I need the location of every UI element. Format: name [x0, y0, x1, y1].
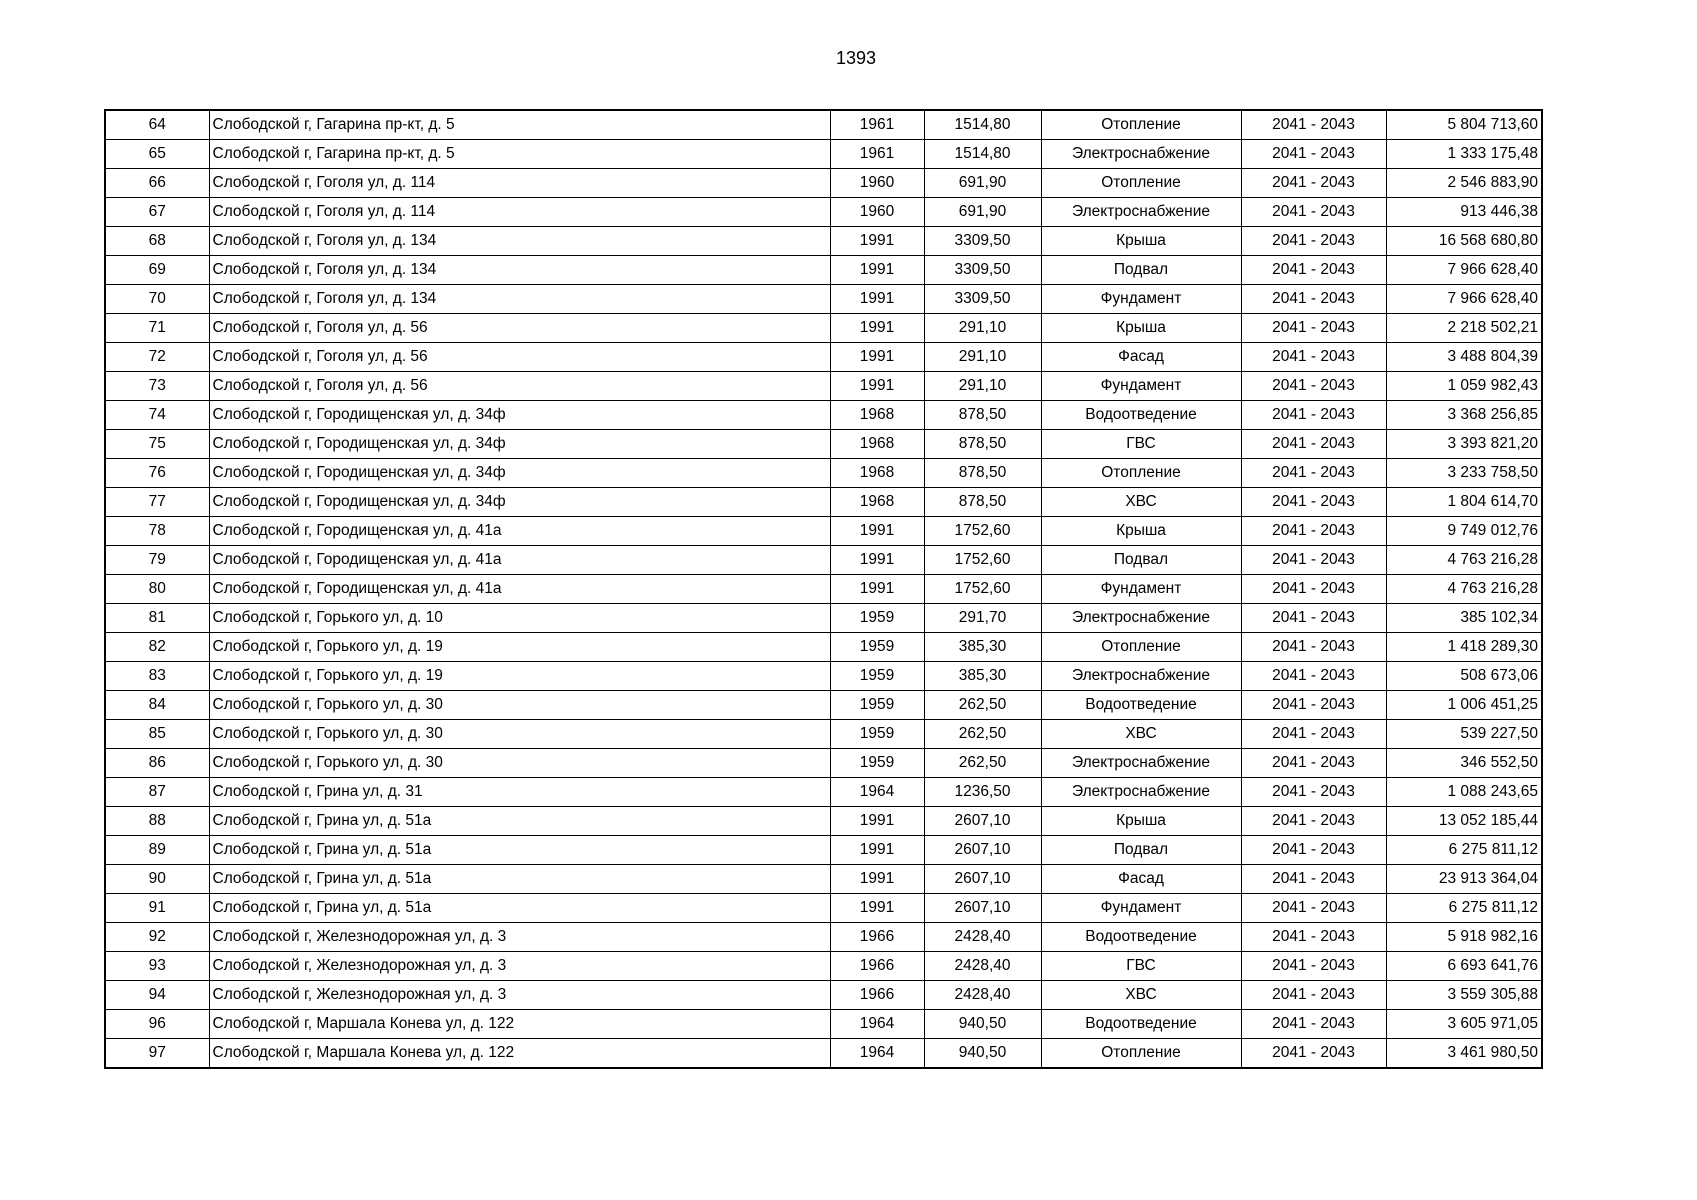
row-number-cell: 81 [105, 604, 209, 633]
area-cell: 691,90 [924, 198, 1041, 227]
table-row [105, 691, 1542, 720]
period-cell: 2041 - 2043 [1241, 169, 1386, 198]
period-cell: 2041 - 2043 [1241, 749, 1386, 778]
table-row [105, 198, 1542, 227]
row-number-cell: 77 [105, 488, 209, 517]
address-cell: Слободской г, Горького ул, д. 10 [209, 604, 830, 633]
row-number-cell: 84 [105, 691, 209, 720]
work-type-cell: ГВС [1041, 430, 1241, 459]
row-number-cell: 97 [105, 1039, 209, 1069]
table-row [105, 836, 1542, 865]
table-row [105, 633, 1542, 662]
work-type-cell: Фундамент [1041, 372, 1241, 401]
build-year-cell: 1991 [830, 256, 924, 285]
row-number-cell: 74 [105, 401, 209, 430]
work-type-cell: Крыша [1041, 227, 1241, 256]
address-cell: Слободской г, Грина ул, д. 51а [209, 865, 830, 894]
period-cell: 2041 - 2043 [1241, 517, 1386, 546]
row-number-cell: 96 [105, 1010, 209, 1039]
build-year-cell: 1991 [830, 865, 924, 894]
address-cell: Слободской г, Городищенская ул, д. 41а [209, 517, 830, 546]
work-type-cell: Электроснабжение [1041, 778, 1241, 807]
work-type-cell: ХВС [1041, 720, 1241, 749]
table-row [105, 807, 1542, 836]
cost-cell: 1 059 982,43 [1386, 372, 1542, 401]
address-cell: Слободской г, Горького ул, д. 30 [209, 720, 830, 749]
area-cell: 291,10 [924, 343, 1041, 372]
work-type-cell: Электроснабжение [1041, 749, 1241, 778]
table-row [105, 749, 1542, 778]
cost-cell: 3 393 821,20 [1386, 430, 1542, 459]
address-cell: Слободской г, Гоголя ул, д. 134 [209, 227, 830, 256]
table-row [105, 1039, 1542, 1069]
build-year-cell: 1959 [830, 720, 924, 749]
address-cell: Слободской г, Грина ул, д. 31 [209, 778, 830, 807]
area-cell: 3309,50 [924, 227, 1041, 256]
table-row [105, 314, 1542, 343]
cost-cell: 4 763 216,28 [1386, 575, 1542, 604]
table-row [105, 981, 1542, 1010]
work-type-cell: Электроснабжение [1041, 140, 1241, 169]
area-cell: 2607,10 [924, 865, 1041, 894]
cost-cell: 3 368 256,85 [1386, 401, 1542, 430]
cost-cell: 23 913 364,04 [1386, 865, 1542, 894]
cost-cell: 6 693 641,76 [1386, 952, 1542, 981]
area-cell: 1514,80 [924, 110, 1041, 140]
repair-schedule-table [104, 109, 1543, 1069]
area-cell: 2607,10 [924, 836, 1041, 865]
address-cell: Слободской г, Горького ул, д. 19 [209, 662, 830, 691]
address-cell: Слободской г, Горького ул, д. 30 [209, 749, 830, 778]
table-row [105, 372, 1542, 401]
table-body [105, 110, 1542, 1068]
work-type-cell: Подвал [1041, 546, 1241, 575]
table-row [105, 517, 1542, 546]
period-cell: 2041 - 2043 [1241, 314, 1386, 343]
period-cell: 2041 - 2043 [1241, 720, 1386, 749]
address-cell: Слободской г, Гоголя ул, д. 56 [209, 314, 830, 343]
work-type-cell: Водоотведение [1041, 401, 1241, 430]
table-row [105, 778, 1542, 807]
work-type-cell: Отопление [1041, 459, 1241, 488]
period-cell: 2041 - 2043 [1241, 691, 1386, 720]
work-type-cell: Крыша [1041, 807, 1241, 836]
period-cell: 2041 - 2043 [1241, 604, 1386, 633]
work-type-cell: Крыша [1041, 517, 1241, 546]
area-cell: 2607,10 [924, 894, 1041, 923]
build-year-cell: 1961 [830, 110, 924, 140]
period-cell: 2041 - 2043 [1241, 807, 1386, 836]
area-cell: 1236,50 [924, 778, 1041, 807]
table-row [105, 720, 1542, 749]
period-cell: 2041 - 2043 [1241, 778, 1386, 807]
build-year-cell: 1959 [830, 662, 924, 691]
row-number-cell: 68 [105, 227, 209, 256]
table-row [105, 575, 1542, 604]
row-number-cell: 83 [105, 662, 209, 691]
row-number-cell: 70 [105, 285, 209, 314]
area-cell: 1752,60 [924, 517, 1041, 546]
row-number-cell: 67 [105, 198, 209, 227]
address-cell: Слободской г, Горького ул, д. 30 [209, 691, 830, 720]
table-row [105, 865, 1542, 894]
period-cell: 2041 - 2043 [1241, 140, 1386, 169]
work-type-cell: ХВС [1041, 488, 1241, 517]
period-cell: 2041 - 2043 [1241, 488, 1386, 517]
table-row [105, 1010, 1542, 1039]
cost-cell: 5 918 982,16 [1386, 923, 1542, 952]
table-row [105, 952, 1542, 981]
period-cell: 2041 - 2043 [1241, 430, 1386, 459]
build-year-cell: 1991 [830, 807, 924, 836]
build-year-cell: 1991 [830, 285, 924, 314]
row-number-cell: 86 [105, 749, 209, 778]
build-year-cell: 1964 [830, 778, 924, 807]
address-cell: Слободской г, Грина ул, д. 51а [209, 836, 830, 865]
area-cell: 291,10 [924, 372, 1041, 401]
build-year-cell: 1959 [830, 691, 924, 720]
table-row [105, 256, 1542, 285]
build-year-cell: 1960 [830, 169, 924, 198]
period-cell: 2041 - 2043 [1241, 198, 1386, 227]
period-cell: 2041 - 2043 [1241, 865, 1386, 894]
address-cell: Слободской г, Горького ул, д. 19 [209, 633, 830, 662]
work-type-cell: Водоотведение [1041, 923, 1241, 952]
build-year-cell: 1991 [830, 227, 924, 256]
area-cell: 3309,50 [924, 256, 1041, 285]
cost-cell: 539 227,50 [1386, 720, 1542, 749]
build-year-cell: 1960 [830, 198, 924, 227]
row-number-cell: 85 [105, 720, 209, 749]
row-number-cell: 72 [105, 343, 209, 372]
build-year-cell: 1966 [830, 923, 924, 952]
cost-cell: 1 006 451,25 [1386, 691, 1542, 720]
cost-cell: 2 546 883,90 [1386, 169, 1542, 198]
area-cell: 3309,50 [924, 285, 1041, 314]
build-year-cell: 1968 [830, 488, 924, 517]
work-type-cell: Электроснабжение [1041, 604, 1241, 633]
row-number-cell: 82 [105, 633, 209, 662]
row-number-cell: 88 [105, 807, 209, 836]
period-cell: 2041 - 2043 [1241, 1010, 1386, 1039]
row-number-cell: 71 [105, 314, 209, 343]
row-number-cell: 92 [105, 923, 209, 952]
address-cell: Слободской г, Гагарина пр-кт, д. 5 [209, 140, 830, 169]
period-cell: 2041 - 2043 [1241, 894, 1386, 923]
address-cell: Слободской г, Маршала Конева ул, д. 122 [209, 1010, 830, 1039]
cost-cell: 3 233 758,50 [1386, 459, 1542, 488]
period-cell: 2041 - 2043 [1241, 285, 1386, 314]
work-type-cell: Электроснабжение [1041, 662, 1241, 691]
cost-cell: 3 605 971,05 [1386, 1010, 1542, 1039]
area-cell: 1752,60 [924, 546, 1041, 575]
period-cell: 2041 - 2043 [1241, 227, 1386, 256]
work-type-cell: Фундамент [1041, 894, 1241, 923]
period-cell: 2041 - 2043 [1241, 952, 1386, 981]
area-cell: 291,10 [924, 314, 1041, 343]
row-number-cell: 87 [105, 778, 209, 807]
address-cell: Слободской г, Городищенская ул, д. 34ф [209, 459, 830, 488]
table-row [105, 604, 1542, 633]
row-number-cell: 93 [105, 952, 209, 981]
build-year-cell: 1991 [830, 546, 924, 575]
work-type-cell: Отопление [1041, 633, 1241, 662]
build-year-cell: 1991 [830, 575, 924, 604]
address-cell: Слободской г, Гоголя ул, д. 114 [209, 169, 830, 198]
address-cell: Слободской г, Грина ул, д. 51а [209, 807, 830, 836]
address-cell: Слободской г, Городищенская ул, д. 34ф [209, 430, 830, 459]
row-number-cell: 94 [105, 981, 209, 1010]
build-year-cell: 1961 [830, 140, 924, 169]
work-type-cell: Отопление [1041, 169, 1241, 198]
row-number-cell: 91 [105, 894, 209, 923]
cost-cell: 913 446,38 [1386, 198, 1542, 227]
work-type-cell: Фундамент [1041, 575, 1241, 604]
address-cell: Слободской г, Гоголя ул, д. 114 [209, 198, 830, 227]
cost-cell: 13 052 185,44 [1386, 807, 1542, 836]
period-cell: 2041 - 2043 [1241, 981, 1386, 1010]
cost-cell: 6 275 811,12 [1386, 894, 1542, 923]
row-number-cell: 69 [105, 256, 209, 285]
period-cell: 2041 - 2043 [1241, 372, 1386, 401]
area-cell: 878,50 [924, 401, 1041, 430]
area-cell: 878,50 [924, 430, 1041, 459]
cost-cell: 1 088 243,65 [1386, 778, 1542, 807]
period-cell: 2041 - 2043 [1241, 343, 1386, 372]
area-cell: 291,70 [924, 604, 1041, 633]
table-row [105, 459, 1542, 488]
address-cell: Слободской г, Городищенская ул, д. 41а [209, 546, 830, 575]
area-cell: 940,50 [924, 1039, 1041, 1069]
cost-cell: 508 673,06 [1386, 662, 1542, 691]
cost-cell: 9 749 012,76 [1386, 517, 1542, 546]
build-year-cell: 1959 [830, 749, 924, 778]
area-cell: 878,50 [924, 488, 1041, 517]
row-number-cell: 78 [105, 517, 209, 546]
cost-cell: 2 218 502,21 [1386, 314, 1542, 343]
cost-cell: 3 488 804,39 [1386, 343, 1542, 372]
build-year-cell: 1968 [830, 430, 924, 459]
area-cell: 262,50 [924, 749, 1041, 778]
area-cell: 262,50 [924, 720, 1041, 749]
address-cell: Слободской г, Железнодорожная ул, д. 3 [209, 923, 830, 952]
build-year-cell: 1991 [830, 343, 924, 372]
build-year-cell: 1991 [830, 894, 924, 923]
area-cell: 1752,60 [924, 575, 1041, 604]
address-cell: Слободской г, Железнодорожная ул, д. 3 [209, 952, 830, 981]
work-type-cell: Водоотведение [1041, 1010, 1241, 1039]
area-cell: 940,50 [924, 1010, 1041, 1039]
address-cell: Слободской г, Гагарина пр-кт, д. 5 [209, 110, 830, 140]
build-year-cell: 1991 [830, 372, 924, 401]
address-cell: Слободской г, Железнодорожная ул, д. 3 [209, 981, 830, 1010]
row-number-cell: 73 [105, 372, 209, 401]
table-row [105, 662, 1542, 691]
area-cell: 2607,10 [924, 807, 1041, 836]
work-type-cell: Фасад [1041, 865, 1241, 894]
cost-cell: 7 966 628,40 [1386, 256, 1542, 285]
period-cell: 2041 - 2043 [1241, 401, 1386, 430]
period-cell: 2041 - 2043 [1241, 923, 1386, 952]
cost-cell: 1 804 614,70 [1386, 488, 1542, 517]
address-cell: Слободской г, Грина ул, д. 51а [209, 894, 830, 923]
address-cell: Слободской г, Гоголя ул, д. 134 [209, 285, 830, 314]
build-year-cell: 1968 [830, 459, 924, 488]
row-number-cell: 90 [105, 865, 209, 894]
work-type-cell: ГВС [1041, 952, 1241, 981]
cost-cell: 1 333 175,48 [1386, 140, 1542, 169]
area-cell: 1514,80 [924, 140, 1041, 169]
address-cell: Слободской г, Гоголя ул, д. 56 [209, 372, 830, 401]
period-cell: 2041 - 2043 [1241, 1039, 1386, 1069]
table-row [105, 110, 1542, 140]
area-cell: 385,30 [924, 633, 1041, 662]
row-number-cell: 75 [105, 430, 209, 459]
address-cell: Слободской г, Городищенская ул, д. 41а [209, 575, 830, 604]
table-row [105, 285, 1542, 314]
row-number-cell: 65 [105, 140, 209, 169]
address-cell: Слободской г, Маршала Конева ул, д. 122 [209, 1039, 830, 1069]
area-cell: 878,50 [924, 459, 1041, 488]
work-type-cell: Подвал [1041, 256, 1241, 285]
period-cell: 2041 - 2043 [1241, 546, 1386, 575]
cost-cell: 346 552,50 [1386, 749, 1542, 778]
address-cell: Слободской г, Городищенская ул, д. 34ф [209, 401, 830, 430]
work-type-cell: Отопление [1041, 1039, 1241, 1069]
period-cell: 2041 - 2043 [1241, 110, 1386, 140]
build-year-cell: 1966 [830, 981, 924, 1010]
build-year-cell: 1991 [830, 517, 924, 546]
row-number-cell: 89 [105, 836, 209, 865]
period-cell: 2041 - 2043 [1241, 256, 1386, 285]
area-cell: 385,30 [924, 662, 1041, 691]
work-type-cell: Фундамент [1041, 285, 1241, 314]
row-number-cell: 79 [105, 546, 209, 575]
cost-cell: 16 568 680,80 [1386, 227, 1542, 256]
build-year-cell: 1966 [830, 952, 924, 981]
area-cell: 2428,40 [924, 981, 1041, 1010]
cost-cell: 1 418 289,30 [1386, 633, 1542, 662]
build-year-cell: 1964 [830, 1039, 924, 1069]
build-year-cell: 1959 [830, 604, 924, 633]
table-row [105, 430, 1542, 459]
cost-cell: 7 966 628,40 [1386, 285, 1542, 314]
table-row [105, 401, 1542, 430]
area-cell: 2428,40 [924, 923, 1041, 952]
period-cell: 2041 - 2043 [1241, 575, 1386, 604]
work-type-cell: Электроснабжение [1041, 198, 1241, 227]
cost-cell: 4 763 216,28 [1386, 546, 1542, 575]
work-type-cell: ХВС [1041, 981, 1241, 1010]
cost-cell: 5 804 713,60 [1386, 110, 1542, 140]
area-cell: 262,50 [924, 691, 1041, 720]
table-row [105, 488, 1542, 517]
period-cell: 2041 - 2043 [1241, 633, 1386, 662]
row-number-cell: 64 [105, 110, 209, 140]
work-type-cell: Водоотведение [1041, 691, 1241, 720]
row-number-cell: 66 [105, 169, 209, 198]
area-cell: 2428,40 [924, 952, 1041, 981]
cost-cell: 6 275 811,12 [1386, 836, 1542, 865]
table-row [105, 227, 1542, 256]
cost-cell: 3 461 980,50 [1386, 1039, 1542, 1069]
build-year-cell: 1991 [830, 314, 924, 343]
row-number-cell: 76 [105, 459, 209, 488]
table-row [105, 140, 1542, 169]
work-type-cell: Фасад [1041, 343, 1241, 372]
address-cell: Слободской г, Гоголя ул, д. 56 [209, 343, 830, 372]
table-row [105, 923, 1542, 952]
work-type-cell: Отопление [1041, 110, 1241, 140]
address-cell: Слободской г, Гоголя ул, д. 134 [209, 256, 830, 285]
table-row [105, 169, 1542, 198]
period-cell: 2041 - 2043 [1241, 836, 1386, 865]
period-cell: 2041 - 2043 [1241, 662, 1386, 691]
period-cell: 2041 - 2043 [1241, 459, 1386, 488]
area-cell: 691,90 [924, 169, 1041, 198]
table-row [105, 546, 1542, 575]
build-year-cell: 1968 [830, 401, 924, 430]
row-number-cell: 80 [105, 575, 209, 604]
cost-cell: 3 559 305,88 [1386, 981, 1542, 1010]
build-year-cell: 1991 [830, 836, 924, 865]
page-number: 1393 [835, 48, 877, 68]
table-row [105, 343, 1542, 372]
table-row [105, 894, 1542, 923]
address-cell: Слободской г, Городищенская ул, д. 34ф [209, 488, 830, 517]
build-year-cell: 1959 [830, 633, 924, 662]
work-type-cell: Подвал [1041, 836, 1241, 865]
work-type-cell: Крыша [1041, 314, 1241, 343]
cost-cell: 385 102,34 [1386, 604, 1542, 633]
build-year-cell: 1964 [830, 1010, 924, 1039]
